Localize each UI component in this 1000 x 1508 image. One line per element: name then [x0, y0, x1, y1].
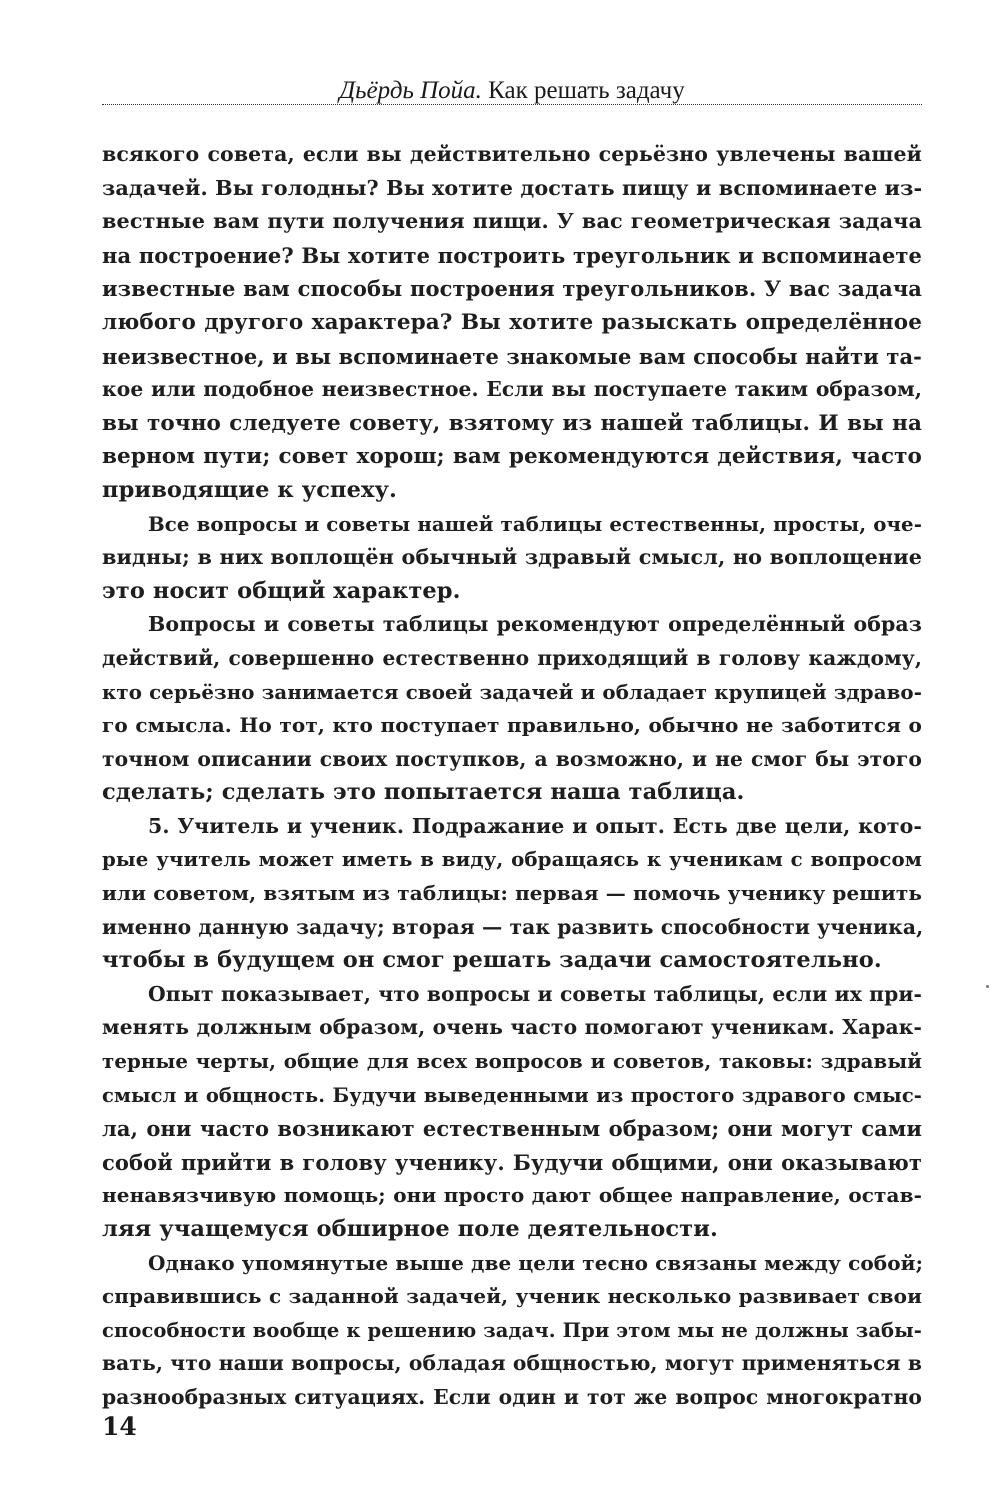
text-line: собой прийти в голову ученику. Будучи общими, они оказывают [102, 1149, 922, 1175]
section-5-paragraph [102, 810, 922, 978]
text-line: точном описании своих поступков, а возможно, и не смог бы этого [102, 746, 922, 771]
running-header-title: Как решать задачу [488, 77, 685, 104]
page-number: 14 [102, 1412, 137, 1441]
text-line: способности вообще к решению задач. При этом мы не должны забы- [102, 1318, 922, 1342]
text-line: вестные вам пути получения пищи. У вас геометрическая задача [102, 209, 922, 234]
text-line: ненавязчивую помощь; они просто дают общее направление, остав- [102, 1183, 922, 1208]
text-line: именно данную задачу; вторая — так развить способности ученика, [102, 914, 924, 939]
text-line: неизвестное, и вы вспоминаете знакомые вам способы найти та- [102, 343, 922, 369]
paragraph-2 [102, 508, 922, 609]
text-line: рые учитель может иметь в виду, обращаясь к ученикам с вопросом [102, 847, 922, 872]
text-line: кое или подобное неизвестное. Если вы поступаете таким образом, [102, 377, 922, 402]
text-line: ляя учащемуся обширное поле деятельности. [102, 1216, 718, 1242]
text-line: Однако упомянутые выше две цели тесно связаны между собой; [148, 1250, 924, 1275]
running-header [102, 76, 922, 106]
text-line: на построение? Вы хотите построить треугольник и вспоминаете [102, 242, 922, 268]
text-line: или советом, взятым из таблицы: первая — помочь ученику решить [102, 881, 922, 906]
paragraph-3 [102, 608, 922, 810]
text-line: го смысла. Но тот, кто поступает правильно, обычно не заботится о [102, 713, 922, 738]
text-line: смысл и общность. Будучи выведенными из простого здравого смыс- [102, 1083, 922, 1107]
paragraph-6 [102, 1247, 922, 1415]
text-line: известные вам способы построения треугольников. У вас задача [102, 276, 922, 302]
text-line: кто серьёзно занимается своей задачей и обладает крупицей здраво- [102, 679, 922, 704]
running-header-author: Дьёрдь Пойа. [339, 77, 482, 104]
text-line: вы точно следуете совету, взятому из нашей таблицы. И вы на [102, 410, 922, 436]
section-heading-continuation: Есть две цели, кото- [664, 813, 922, 838]
section-heading: 5. Учитель и ученик. Подражание и опыт. [148, 813, 665, 838]
text-line: вать, что наши вопросы, обладая общностью, могут применяться в [102, 1351, 922, 1376]
text-line: чтобы в будущем он смог решать задачи самостоятельно. [102, 947, 882, 974]
text-line: справившись с заданной задачей, ученик несколько развивает свои [102, 1284, 922, 1309]
text-line: верном пути; совет хорош; вам рекомендуются действия, часто [102, 444, 922, 470]
text-line: Опыт показывает, что вопросы и советы таблицы, если их при- [148, 981, 922, 1006]
text-line: видны; в них воплощён обычный здравый смысл, но воплощение [102, 545, 922, 570]
text-line: Все вопросы и советы нашей таблицы естественны, просты, оче- [148, 511, 922, 536]
header-divider [102, 104, 922, 105]
text-line: это носит общий характер. [102, 577, 461, 604]
text-line: разнообразных ситуациях. Если один и тот же вопрос многократно [102, 1384, 922, 1409]
paragraph-5 [102, 978, 922, 1247]
paragraph-1 [102, 138, 922, 508]
text-line: всякого совета, если вы действительно серьёзно увлечены вашей [102, 142, 922, 166]
text-line: любого другого характера? Вы хотите разыскать определённое [102, 309, 922, 335]
text-line: сделать; сделать это попытается наша таблица. [102, 779, 745, 806]
text-line: Вопросы и советы таблицы рекомендуют определённый образ [148, 612, 922, 637]
text-line: задачей. Вы голодны? Вы хотите достать пищу и вспоминаете из- [102, 175, 923, 200]
text-line: менять должным образом, очень часто помогают ученикам. Харак- [102, 1015, 922, 1040]
text-line: приводящие к успеху. [102, 476, 397, 503]
text-line: терные черты, общие для всех вопросов и советов, таковы: здравый [102, 1049, 922, 1074]
text-line: действий, совершенно естественно приходящий в голову каждому, [102, 645, 922, 670]
scan-speck [986, 985, 989, 988]
text-line: ла, они часто возникают естественным образом; они могут сами [102, 1116, 922, 1142]
text-line [102, 810, 922, 844]
body-text [102, 138, 922, 1415]
